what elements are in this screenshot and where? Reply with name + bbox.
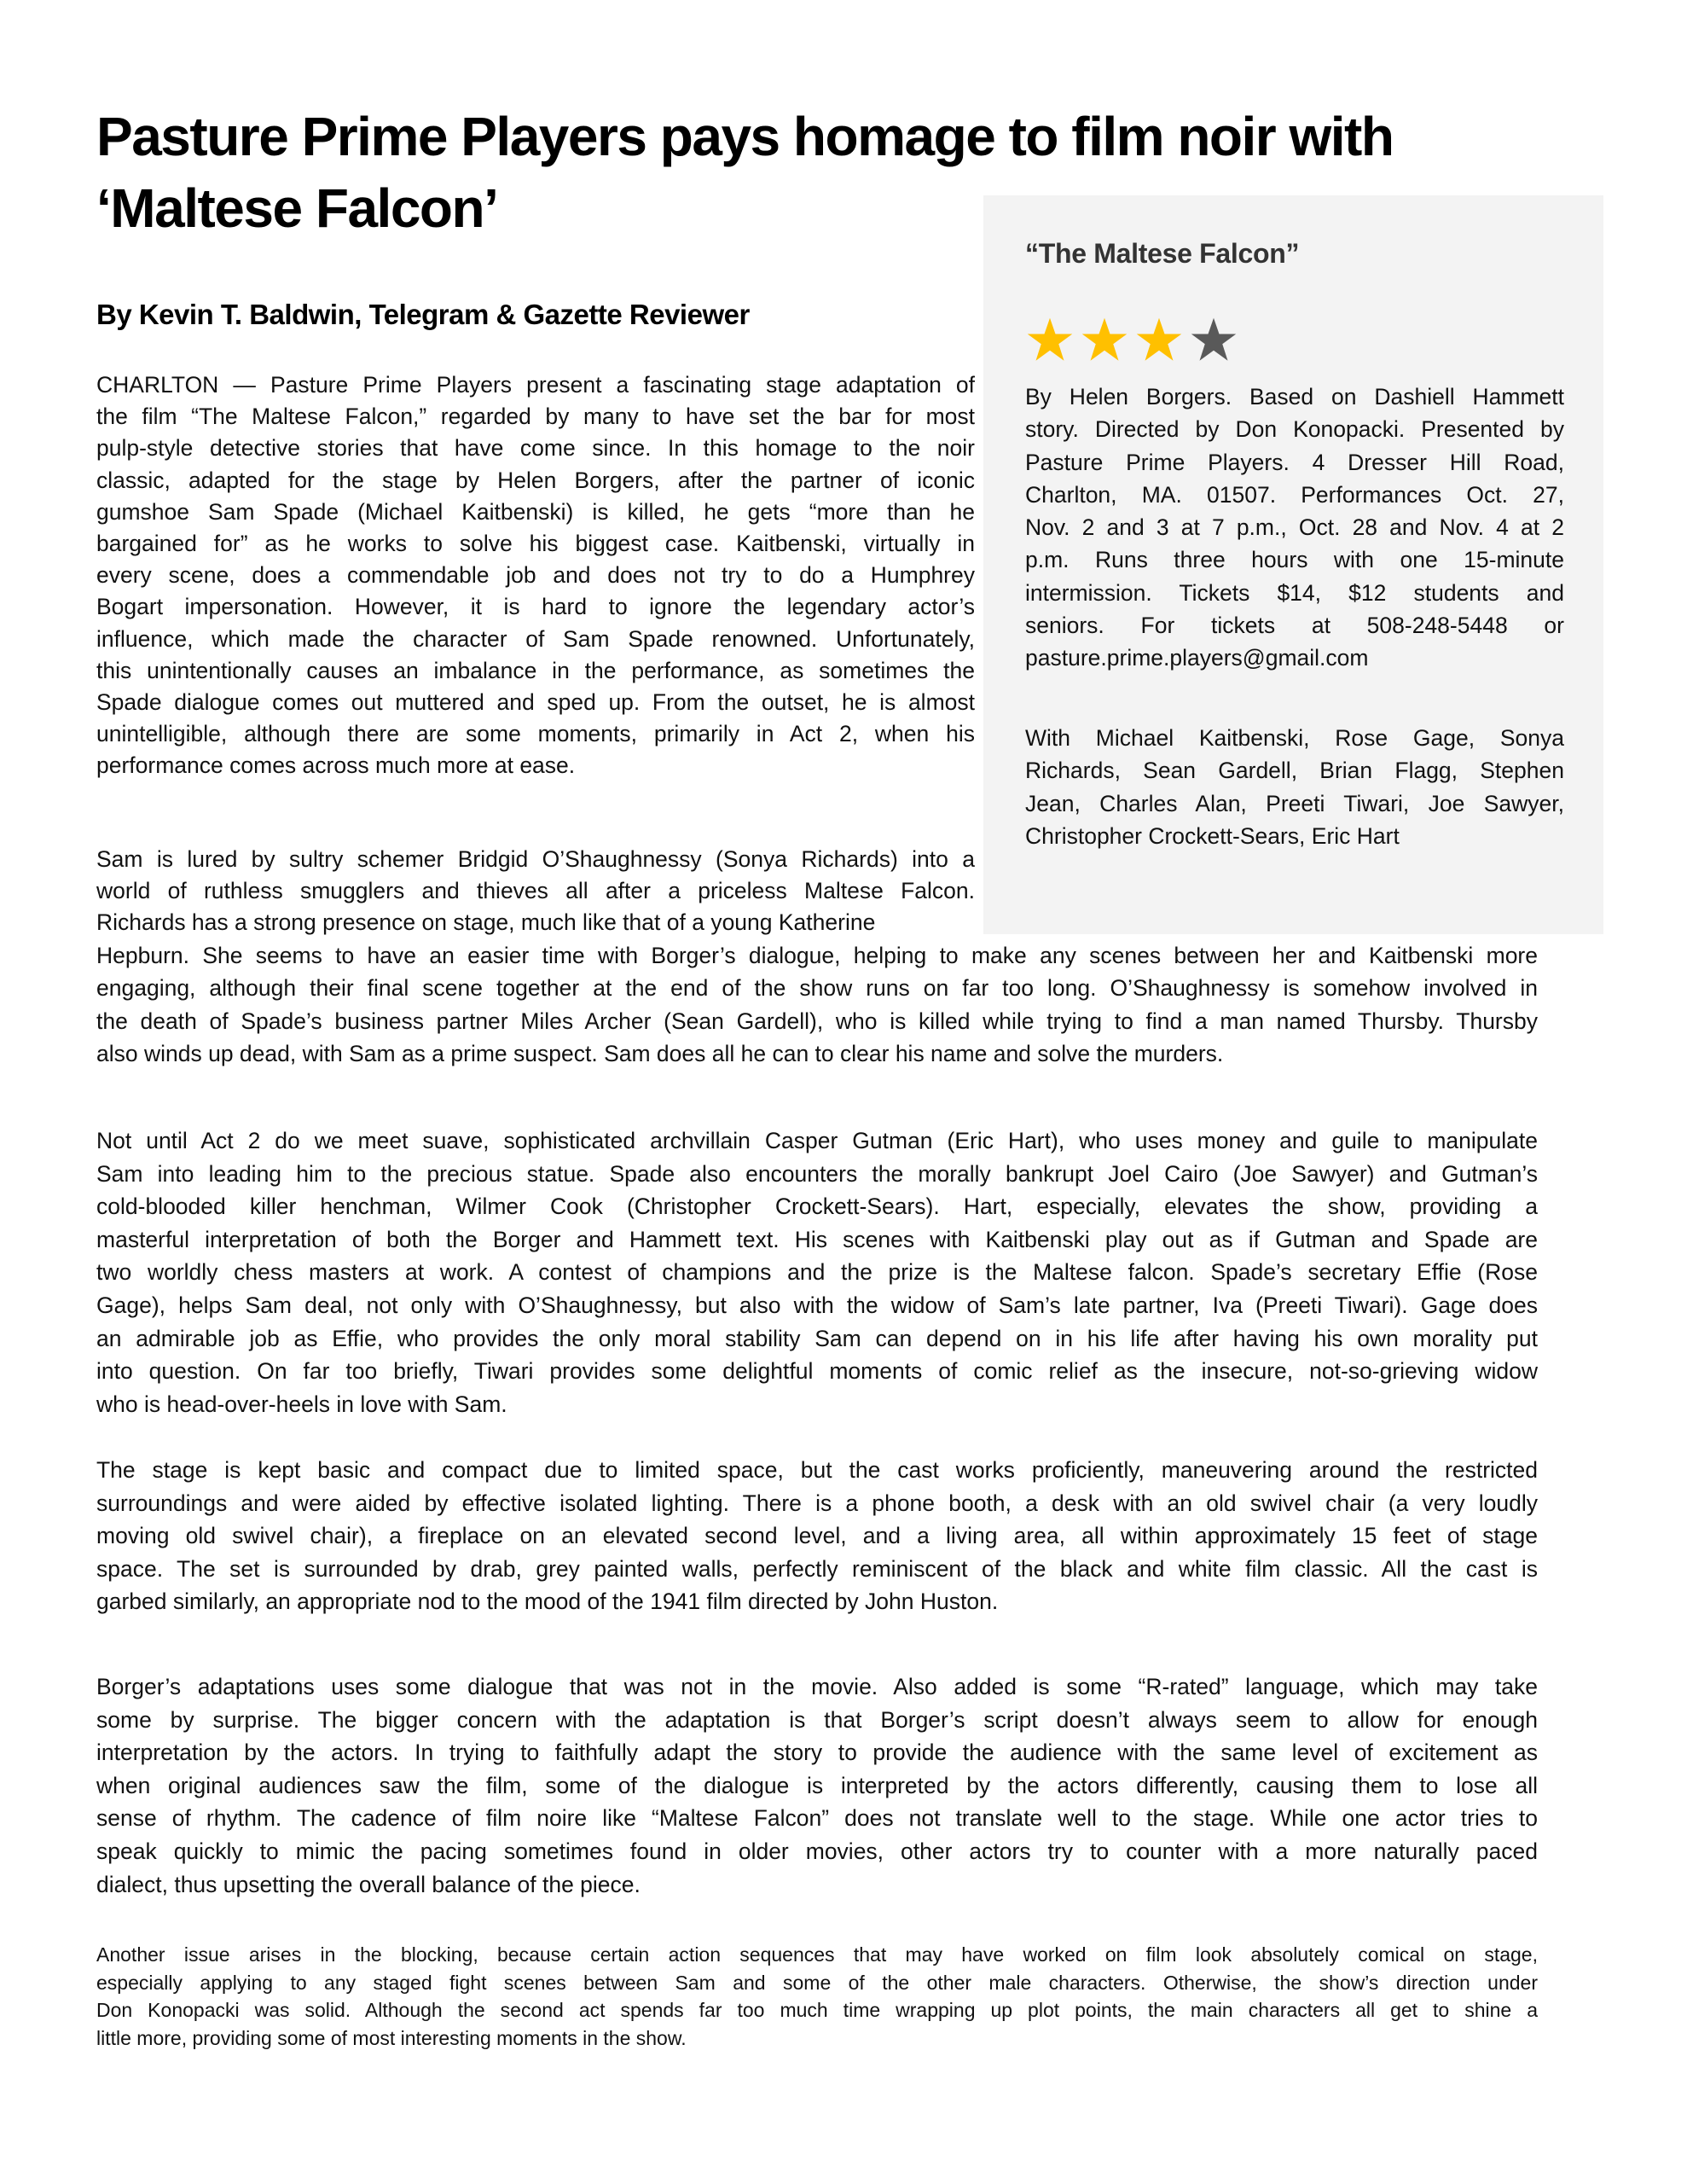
text-line: gumshoe Sam Spade (Michael Kaitbenski) is killed, he gets “more than he <box>96 498 975 525</box>
review-info-box <box>983 195 1603 934</box>
star-empty-icon <box>1188 315 1239 366</box>
text-line: this unintentionally causes an imbalance in the performance, as sometimes the <box>96 657 975 683</box>
text-line: Gage), helps Sam deal, not only with O’Shaughnessy, but also with the widow of Sam’s late partner, Iva (Preeti Tiwari). Gage does <box>96 1292 1538 1318</box>
text-line: Nov. 2 and 3 at 7 p.m., Oct. 28 and Nov. 4 at 2 <box>1025 514 1564 541</box>
star-rating <box>1024 315 1243 366</box>
text-line: two worldly chess masters at work. A contest of champions and the prize is the Maltese falcon. Spade’s secretary Effie (Rose <box>96 1259 1538 1286</box>
show-details <box>1025 380 1564 675</box>
text-line: pulp-style detective stories that have come since. In this homage to the noir <box>96 435 975 462</box>
star-filled-icon <box>1133 315 1185 366</box>
text-line: CHARLTON — Pasture Prime Players present a fascinating stage adaptation of <box>96 372 975 398</box>
text-line: bargained for” as he works to solve his biggest case. Kaitbenski, virtually in <box>96 530 975 556</box>
text-line: story. Directed by Don Konopacki. Presented by <box>1025 416 1564 443</box>
text-line: The stage is kept basic and compact due to limited space, but the cast works proficiently, maneuvering around the restricted <box>96 1457 1538 1483</box>
text-line: influence, which made the character of Sam Spade renowned. Unfortunately, <box>96 625 975 652</box>
text-line: world of ruthless smugglers and thieves all after a priceless Maltese Falcon. <box>96 878 975 904</box>
text-line: p.m. Runs three hours with one 15-minute <box>1025 547 1564 573</box>
text-line: into question. On far too briefly, Tiwari provides some delightful moments of comic relief as the insecure, not-so-grieving widow <box>96 1358 1538 1385</box>
text-line: the death of Spade’s business partner Miles Archer (Sean Gardell), who is killed while trying to find a man named Thursby. Thursby <box>96 1008 1538 1034</box>
text-line: pasture.prime.players@gmail.com <box>1025 645 1369 671</box>
star-filled-icon <box>1024 315 1075 366</box>
text-line: Sam is lured by sultry schemer Bridgid O’Shaughnessy (Sonya Richards) into a <box>96 846 975 872</box>
show-title: “The Maltese Falcon” <box>1025 238 1300 269</box>
star-filled-icon <box>1079 315 1130 366</box>
paragraph-6 <box>96 1941 1538 2052</box>
text-line: speak quickly to mimic the pacing sometimes found in older movies, other actors try to counter with a more naturally paced <box>96 1838 1538 1864</box>
text-line: Christopher Crockett-Sears, Eric Hart <box>1025 822 1400 849</box>
text-line: Jean, Charles Alan, Preeti Tiwari, Joe Sawyer, <box>1025 790 1564 816</box>
text-line: Charlton, MA. 01507. Performances Oct. 27, <box>1025 481 1564 508</box>
paragraph-1 <box>96 369 975 781</box>
text-line: cold-blooded killer henchman, Wilmer Cook (Christopher Crockett-Sears). Hart, especially, elevates the show, providing a <box>96 1194 1538 1220</box>
text-line: Richards, Sean Gardell, Brian Flagg, Stephen <box>1025 758 1564 784</box>
text-line: moving old swivel chair), a fireplace on an elevated second level, and a living area, all within approximately 15 feet of stage <box>96 1523 1538 1549</box>
text-line: Borger’s adaptations uses some dialogue that was not in the movie. Also added is some “R-rated” language, which may take <box>96 1674 1538 1699</box>
article-byline: By Kevin T. Baldwin, Telegram & Gazette Reviewer <box>96 299 750 330</box>
text-line: Richards has a strong presence on stage, much like that of a young Katherine <box>96 909 876 936</box>
text-line: Bogart impersonation. However, it is hard to ignore the legendary actor’s <box>96 594 975 620</box>
text-line: sense of rhythm. The cadence of film noire like “Maltese Falcon” does not translate well to the stage. While one actor tries to <box>96 1805 1538 1832</box>
text-line: performance comes across much more at ease. <box>96 752 576 779</box>
text-line: masterful interpretation of both the Borger and Hammett text. His scenes with Kaitbenski play out as if Gutman and Spade are <box>96 1226 1538 1252</box>
text-line: surroundings and were aided by effective isolated lighting. There is a phone booth, a desk with an old swivel chair (a very loudly <box>96 1490 1538 1516</box>
text-line: especially applying to any staged fight scenes between Sam and some of the other male characters. Otherwise, the show’s direction under <box>96 1971 1538 1994</box>
paragraph-3 <box>96 1124 1538 1420</box>
text-line: an admirable job as Effie, who provides the only moral stability Sam can depend on in his life after having his own morality put <box>96 1325 1538 1351</box>
text-line: Don Konopacki was solid. Although the second act spends far too much time wrapping up plot points, the main characters all get to shine a <box>96 1999 1538 2021</box>
cast-list <box>1025 722 1564 852</box>
text-line: engaging, although their final scene together at the end of the show runs on far too long. O’Shaughnessy is somehow involved in <box>96 975 1538 1002</box>
headline-line: ‘Maltese Falcon’ <box>96 177 498 239</box>
text-line: intermission. Tickets $14, $12 students and <box>1025 579 1564 606</box>
text-line: space. The set is surrounded by drab, grey painted walls, perfectly reminiscent of the black and white film classic. All the cast is <box>96 1555 1538 1582</box>
text-line: Spade dialogue comes out muttered and sped up. From the outset, he is almost <box>96 688 975 715</box>
text-line: Another issue arises in the blocking, because certain action sequences that may have worked on film look absolutely comical on stage, <box>96 1943 1538 1966</box>
text-line: classic, adapted for the stage by Helen Borgers, after the partner of iconic <box>96 467 975 493</box>
text-line: every scene, does a commendable job and does not try to do a Humphrey <box>96 562 975 589</box>
text-line: garbed similarly, an appropriate nod to the mood of the 1941 film directed by John Huston. <box>96 1589 999 1615</box>
text-line: Hepburn. She seems to have an easier time with Borger’s dialogue, helping to make any scenes between her and Kaitbenski more <box>96 942 1538 968</box>
text-line: Not until Act 2 do we meet suave, sophisticated archvillain Casper Gutman (Eric Hart), who uses money and guile to manipulate <box>96 1128 1538 1153</box>
text-line: interpretation by the actors. In trying to faithfully adapt the story to provide the audience with the same level of excitement as <box>96 1740 1538 1766</box>
text-line: who is head-over-heels in love with Sam. <box>96 1391 507 1417</box>
paragraph-4 <box>96 1454 1538 1618</box>
text-line: By Helen Borgers. Based on Dashiell Hammett <box>1025 384 1564 410</box>
text-line: unintelligible, although there are some moments, primarily in Act 2, when his <box>96 721 975 747</box>
paragraph-5 <box>96 1670 1538 1901</box>
text-line: seniors. For tickets at 508-248-5448 or <box>1025 613 1564 639</box>
text-line: also winds up dead, with Sam as a prime suspect. Sam does all he can to clear his name and solve the murders. <box>96 1041 1224 1067</box>
text-line: the film “The Maltese Falcon,” regarded by many to have set the bar for most <box>96 404 975 430</box>
text-line: when original audiences saw the film, some of the dialogue is interpreted by the actors differently, causing them to lose all <box>96 1772 1538 1798</box>
text-line: Sam into leading him to the precious statue. Spade also encounters the morally bankrupt Joel Cairo (Joe Sawyer) and Gutman’s <box>96 1160 1538 1187</box>
text-line: some by surprise. The bigger concern with the adaptation is that Borger’s script doesn’t always seem to allow for enough <box>96 1706 1538 1733</box>
text-line: With Michael Kaitbenski, Rose Gage, Sonya <box>1025 725 1564 751</box>
headline-line: Pasture Prime Players pays homage to film noir with <box>96 106 1394 167</box>
text-line: Pasture Prime Players. 4 Dresser Hill Road, <box>1025 449 1564 475</box>
paragraph-2 <box>96 844 1538 1071</box>
text-line: dialect, thus upsetting the overall balance of the piece. <box>96 1871 641 1897</box>
text-line: little more, providing some of most interesting moments in the show. <box>96 2026 687 2049</box>
